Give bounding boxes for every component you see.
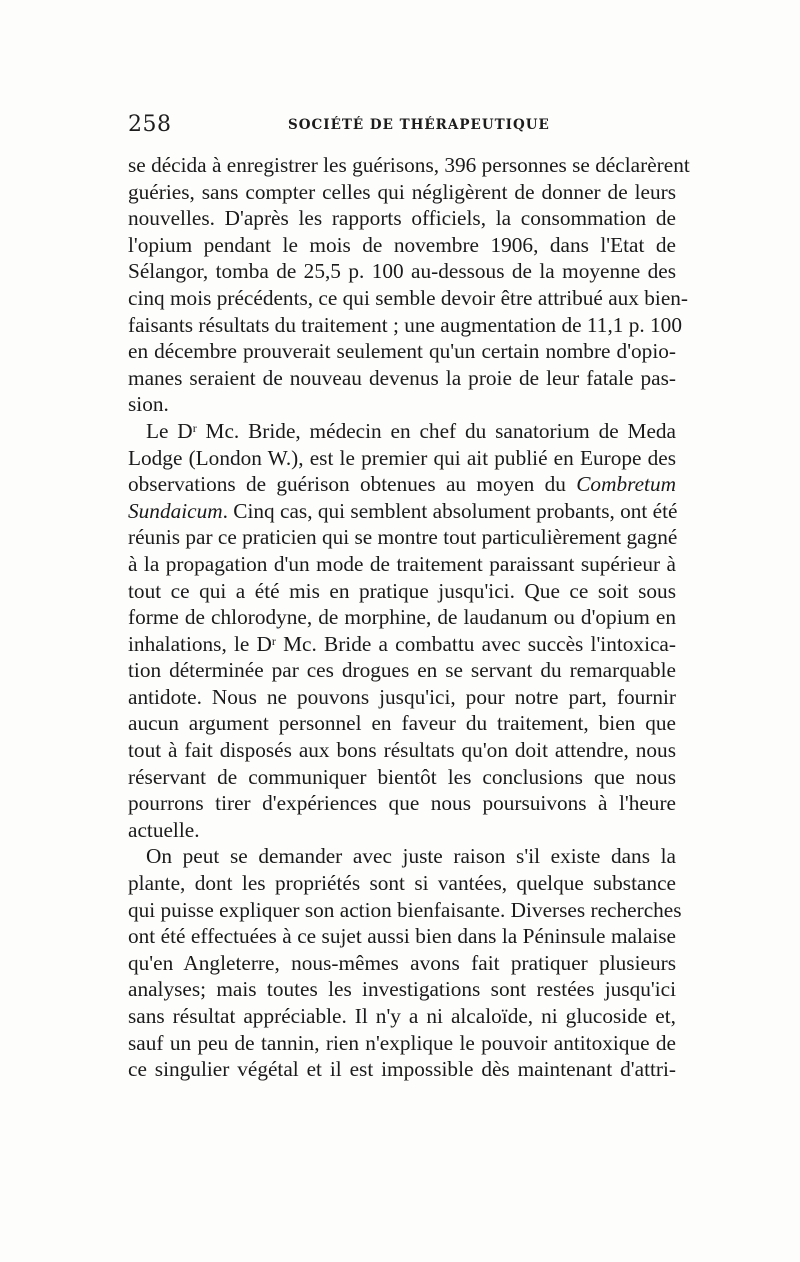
- text-fragment: Mc. Bride, médecin en chef du sanatorium de Meda: [196, 418, 676, 443]
- text-line: qui puisse expliquer son action bienfaisante. Diverses recherches: [128, 897, 682, 922]
- text-line: nouvelles. D'après les rapports officiels, la consommation de: [128, 206, 676, 231]
- italic-term: Combretum: [576, 472, 676, 497]
- text-fragment: . Cinq cas, qui semblent absolument probants, ont été: [222, 498, 678, 523]
- text-line: forme de chlorodyne, de morphine, de laudanum ou d'opium en: [128, 605, 676, 630]
- text-line: cinq mois précédents, ce qui semble devoir être attribué aux bien-: [128, 285, 689, 310]
- text-fragment: inhalations, le D: [128, 631, 272, 656]
- running-head: [128, 112, 676, 140]
- text-line: tout ce qui a été mis en pratique jusqu'ici. Que ce soit sous: [128, 578, 676, 603]
- text-line: ont été effectuées à ce sujet aussi bien dans la Péninsule malaise: [128, 924, 676, 949]
- text-line-with-superscript: [128, 631, 676, 658]
- superscript: r: [192, 420, 197, 435]
- text-line: plante, dont les propriétés sont si vantées, quelque substance: [128, 871, 676, 896]
- text-line: sans résultat appréciable. Il n'y a ni alcaloïde, ni glucoside et,: [128, 1004, 676, 1028]
- text-line-with-italic: [128, 471, 676, 498]
- text-line: à la propagation d'un mode de traitement paraissant supérieur à: [128, 551, 676, 576]
- text-line: analyses; mais toutes les investigations sont restées jusqu'ici: [128, 977, 676, 1002]
- body-text: [128, 152, 690, 1083]
- text-line: sauf un peu de tannin, rien n'explique le pouvoir antitoxique de: [128, 1030, 676, 1055]
- text-line-with-italic: [128, 498, 676, 525]
- text-line: guéries, sans compter celles qui négligèrent de donner de leurs: [128, 179, 676, 204]
- running-title: SOCIÉTÉ DE THÉRAPEUTIQUE: [288, 117, 550, 133]
- superscript: r: [271, 633, 276, 648]
- text-line: antidote. Nous ne pouvons jusqu'ici, pour notre part, fournir: [128, 684, 676, 709]
- text-line: pourrons tirer d'expériences que nous poursuivons à l'heure: [128, 791, 676, 816]
- text-line: actuelle.: [128, 817, 200, 842]
- text-line: tout à fait disposés aux bons résultats qu'on doit attendre, nous: [128, 738, 676, 763]
- text-line: ce singulier végétal et il est impossible dès maintenant d'attri-: [128, 1057, 676, 1082]
- text-line: tion déterminée par ces drogues en se servant du remarquable: [128, 658, 676, 683]
- text-line: en décembre prouverait seulement qu'un certain nombre d'opio-: [128, 339, 676, 364]
- text-line: sion.: [128, 392, 169, 417]
- text-line: réunis par ce praticien qui se montre tout particulièrement gagné: [128, 525, 678, 550]
- text-fragment: Le D: [146, 418, 193, 443]
- text-line: réservant de communiquer bientôt les conclusions que nous: [128, 764, 676, 789]
- text-line: faisants résultats du traitement ; une augmentation de 11,1 p. 100: [128, 312, 682, 337]
- text-line: aucun argument personnel en faveur du traitement, bien que: [128, 711, 676, 736]
- text-fragment: Mc. Bride a combattu avec succès l'intoxica-: [275, 631, 676, 656]
- italic-term: Sundaicum: [128, 498, 223, 523]
- text-line: l'opium pendant le mois de novembre 1906, dans l'Etat de: [128, 232, 676, 257]
- text-line: Sélangor, tomba de 25,5 p. 100 au-dessous de la moyenne des: [128, 259, 676, 284]
- text-line: manes seraient de nouveau devenus la proie de leur fatale pas-: [128, 365, 676, 390]
- text-line: se décida à enregistrer les guérisons, 396 personnes se déclarèrent: [128, 153, 690, 177]
- paragraph-start-line: On peut se demander avec juste raison s'il existe dans la: [146, 844, 676, 869]
- page-number: 258: [128, 112, 172, 137]
- paragraph-start-line: [128, 418, 676, 445]
- text-fragment: observations de guérison obtenues au moyen du: [128, 472, 577, 497]
- text-line: Lodge (London W.), est le premier qui ait publié en Europe des: [128, 445, 676, 470]
- text-line: qu'en Angleterre, nous-mêmes avons fait pratiquer plusieurs: [128, 950, 676, 975]
